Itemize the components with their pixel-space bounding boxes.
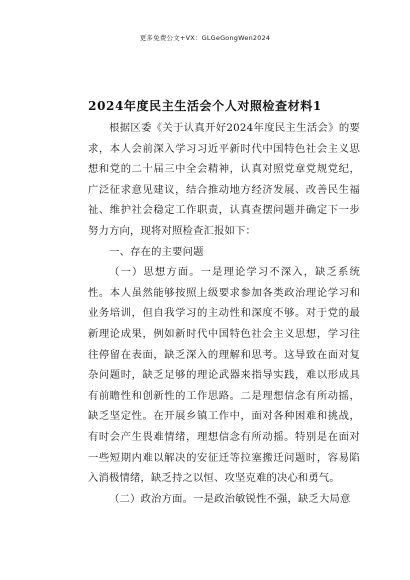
intro-paragraph: 根据区委《关于认真开好2024年度民主生活会》的要求，本人会前深入学习习近平新时代中国特色社会主义思想和党的二十届三中全会精神，认真对照党章党规党纪，广泛征求意见建议，结合推动地方经济发展、改善民生福祉、维护社会稳定工作职责，认真查摆问题并确定下一步努力方向，现将对照检查汇报如下： — [88, 122, 360, 237]
section-heading: 一、存在的主要问题 — [109, 245, 204, 258]
ideology-paragraph: （一）思想方面。一是理论学习不深入，缺乏系统性。本人虽然能够按照上级要求参加各类政治理论学习和业务培训，但自我学习的主动性和深度不够。对于党的最新理论成果，例如新时代中国特色社会主义思想，学习往往停留在表面，缺乏深入的理解和思考。这导致在面对复杂问题时，缺乏足够的理论武器来指导实践，难以形成具有前瞻性和创新性的工作思路。二是理想信念有所动摇，缺乏坚定性。在开展乡镇工作中，面对各种困难和挑战，有时会产生畏难情绪，理想信念有所动摇。特别是在面对一些短期内难以解决的安征迁等拉塞搬迁问题时，容易陷入消极情绪，缺乏持之以恒、攻坚克难的决心和勇气。 — [88, 266, 360, 485]
politics-paragraph: （二）政治方面。一是政治敏锐性不强，缺乏大局意 — [109, 492, 351, 505]
document-body — [88, 118, 360, 509]
header-note: 更多免费公文+VX：GLGeGongWen2024 — [139, 34, 271, 42]
document-title: 2024年度民主生活会个人对照检查材料1 — [88, 99, 322, 113]
